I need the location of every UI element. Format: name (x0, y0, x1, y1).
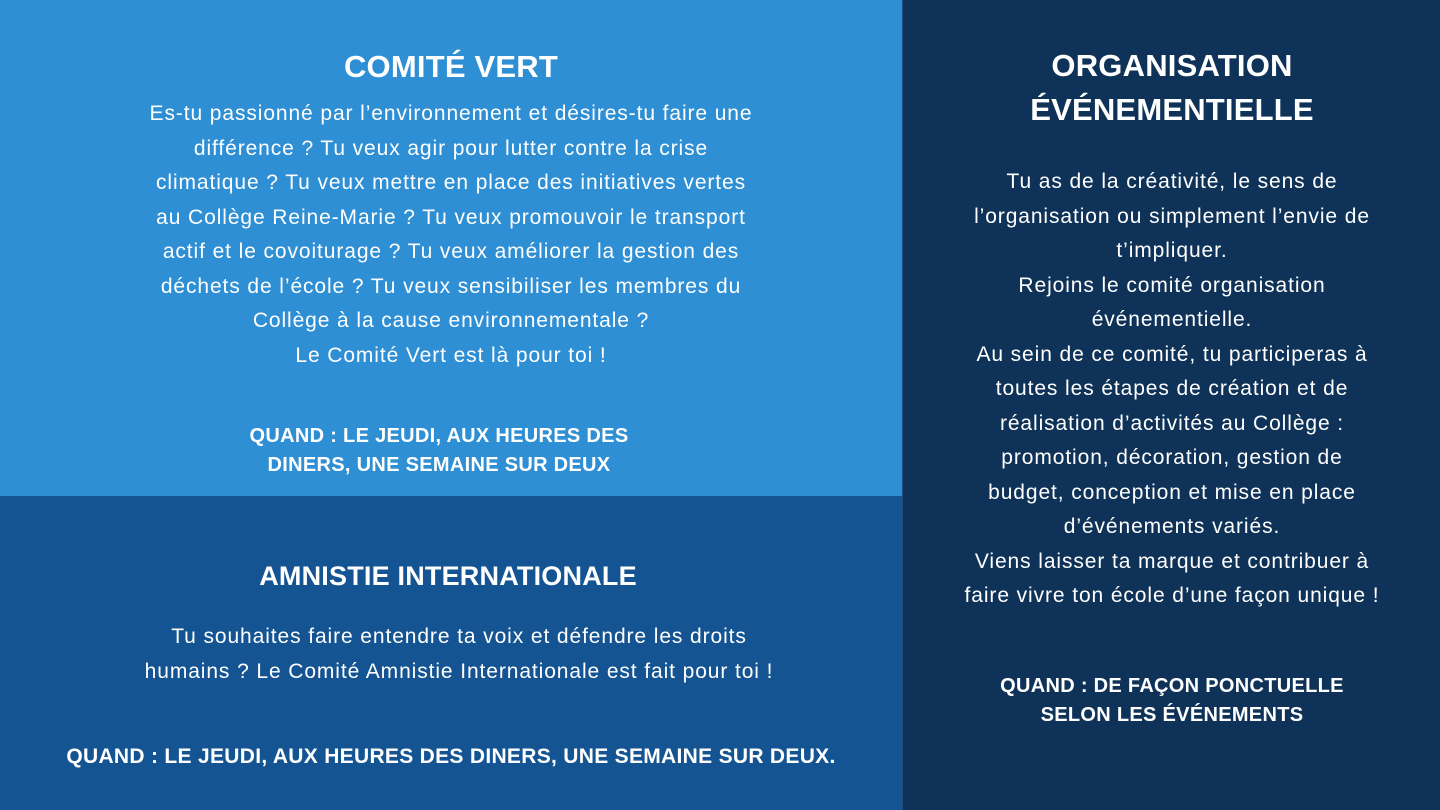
organisation-panel (902, 0, 1440, 810)
comite-vert-description (0, 97, 902, 373)
description-line: l’organisation ou simplement l’envie de (974, 204, 1370, 228)
schedule-line: QUAND : DE FAÇON PONCTUELLE (1000, 675, 1344, 697)
comite-vert-panel (0, 0, 902, 496)
description-line: au Collège Reine-Marie ? Tu veux promouvoir le transport (156, 205, 746, 229)
description-line: Tu souhaites faire entendre ta voix et défendre les droits (171, 625, 747, 648)
organisation-title (903, 44, 1440, 132)
comite-vert-title: COMITÉ VERT (343, 49, 559, 84)
schedule-line: SELON LES ÉVÉNEMENTS (1040, 704, 1304, 726)
description-line: actif et le covoiturage ? Tu veux améliorer la gestion des (162, 240, 740, 263)
amnistie-description (0, 620, 918, 689)
comite-vert-schedule (0, 422, 878, 480)
description-line: humains ? Le Comité Amnistie Internationale est fait pour toi ! (144, 659, 774, 683)
description-line: Es-tu passionné par l’environnement et désires-tu faire une (149, 102, 753, 125)
description-line: toutes les étapes de création et de (995, 377, 1349, 400)
description-line: Viens laisser ta marque et contribuer à (974, 549, 1370, 573)
description-line: Le Comité Vert est là pour toi ! (295, 343, 607, 367)
title-line: ORGANISATION (1051, 48, 1293, 83)
title-line: ÉVÉNEMENTIELLE (1030, 92, 1314, 127)
description-line: budget, conception et mise en place (988, 480, 1356, 504)
organisation-description (903, 165, 1440, 614)
description-line: Rejoins le comité organisation (1018, 273, 1326, 297)
amnistie-panel (0, 496, 902, 810)
description-line: promotion, décoration, gestion de (1001, 446, 1343, 469)
organisation-schedule (903, 672, 1440, 730)
description-line: différence ? Tu veux agir pour lutter contre la crise (193, 136, 709, 160)
description-line: t’impliquer. (1116, 239, 1228, 262)
description-line: déchets de l’école ? Tu veux sensibiliser les membres du (160, 274, 742, 298)
description-line: Collège à la cause environnementale ? (252, 309, 650, 332)
amnistie-schedule: QUAND : LE JEUDI, AUX HEURES DES DINERS, UNE SEMAINE SUR DEUX. (66, 745, 836, 768)
description-line: d’événements variés. (1063, 515, 1281, 538)
schedule-line: QUAND : LE JEUDI, AUX HEURES DES (249, 425, 629, 447)
description-line: événementielle. (1091, 308, 1253, 331)
description-line: faire vivre ton école d’une façon unique ! (964, 584, 1380, 607)
amnistie-title: AMNISTIE INTERNATIONALE (259, 561, 637, 591)
schedule-line: DINERS, UNE SEMAINE SUR DEUX (267, 454, 611, 476)
description-line: Au sein de ce comité, tu participeras à (976, 342, 1368, 366)
description-line: Tu as de la créativité, le sens de (1006, 170, 1338, 193)
description-line: climatique ? Tu veux mettre en place des initiatives vertes (155, 171, 747, 194)
description-line: réalisation d’activités au Collège : (999, 411, 1345, 435)
